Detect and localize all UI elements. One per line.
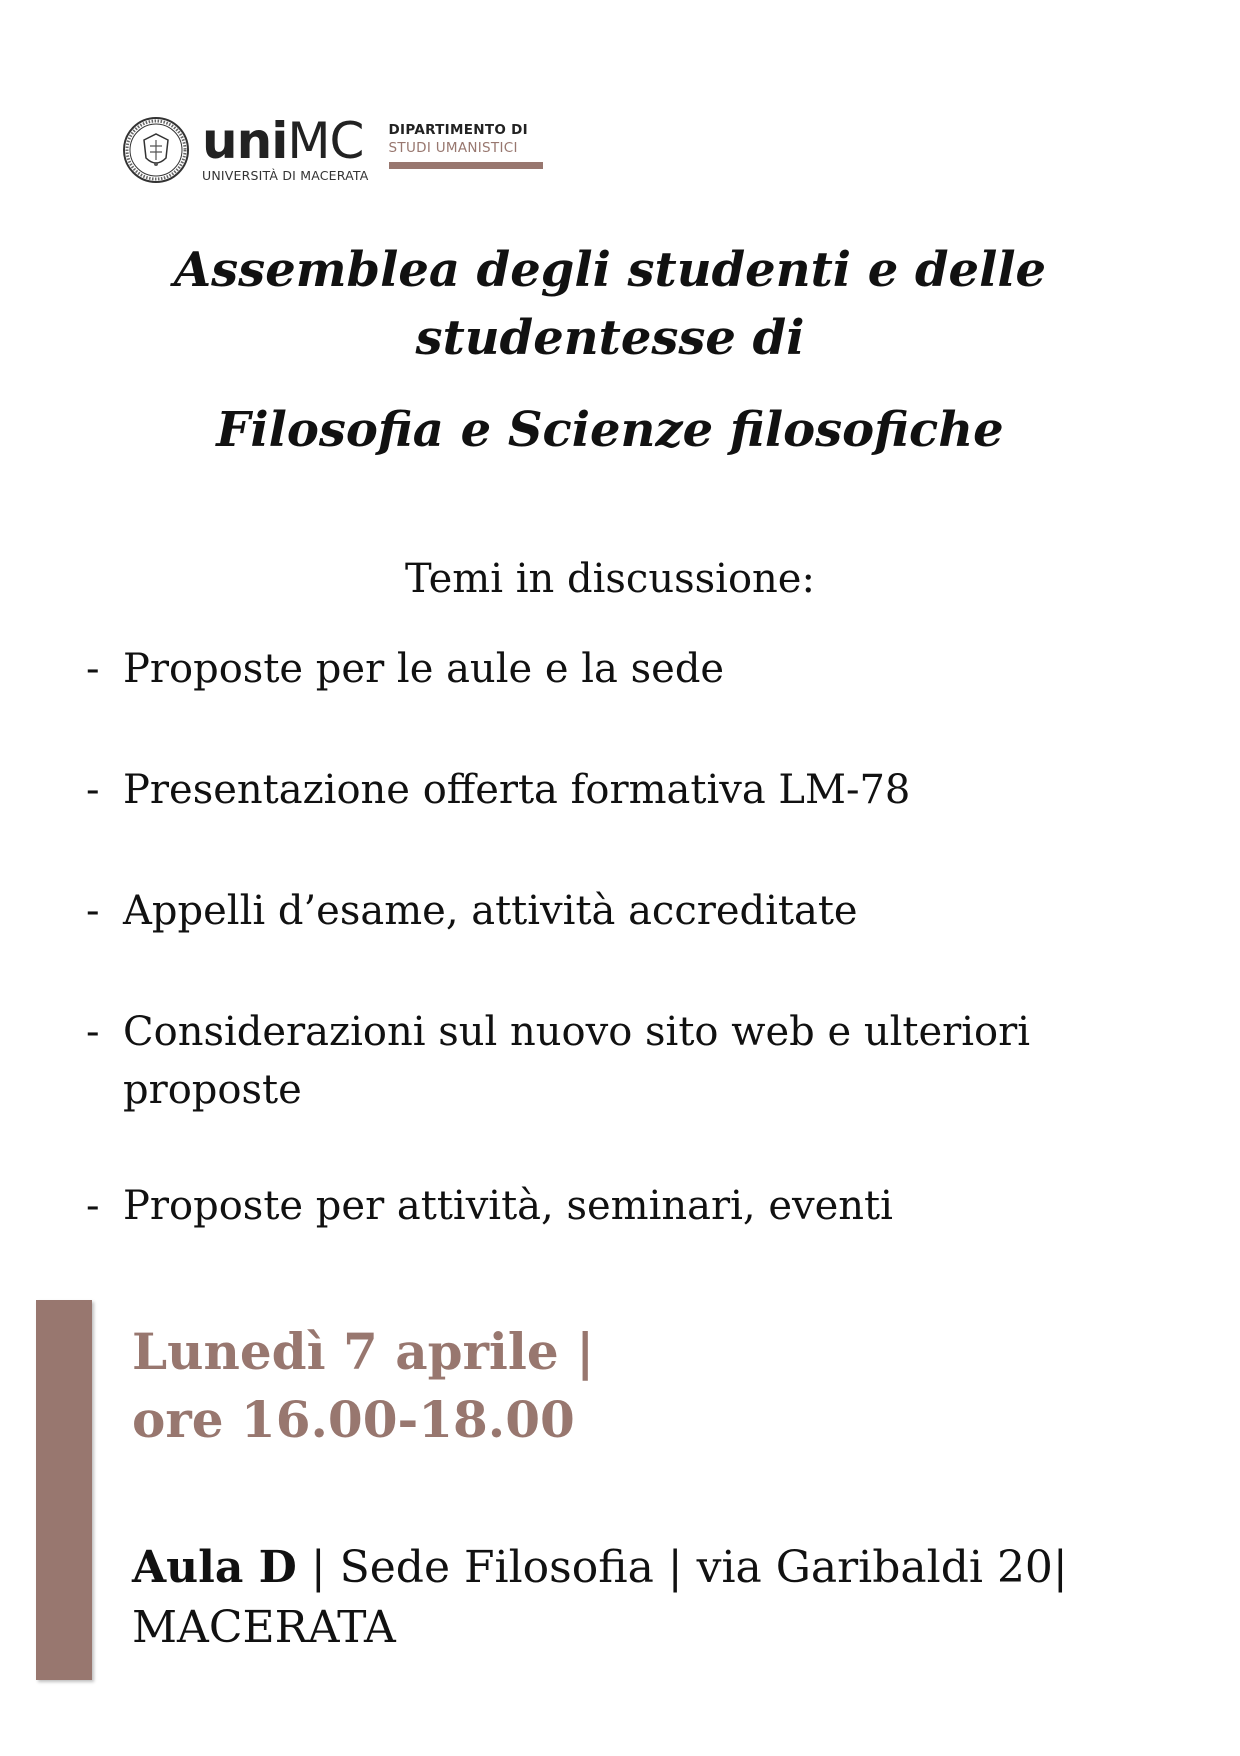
topic-text: Considerazioni sul nuovo sito web e ulteriori proposte: [123, 1009, 1031, 1113]
title-line-1: Assemblea degli studenti e delle: [173, 242, 1047, 298]
list-item: [86, 761, 1146, 819]
venue-room: Aula D: [132, 1542, 297, 1593]
department-line1: DIPARTIMENTO DI: [388, 121, 528, 138]
bullet-dash: -: [86, 888, 100, 934]
header-logo: [122, 110, 543, 190]
topic-text: Proposte per le aule e la sede: [123, 646, 725, 692]
list-item: [86, 1003, 1146, 1119]
wordmark-bold: uni: [202, 111, 288, 170]
unimc-wordmark: [202, 111, 369, 170]
brand-wordmark: [202, 111, 369, 183]
university-seal-icon: [122, 116, 190, 184]
list-item: [86, 1177, 1146, 1235]
event-venue: [132, 1538, 1172, 1658]
topic-text: Appelli d’esame, attività accreditate: [123, 888, 858, 934]
topic-text: Presentazione offerta formativa LM-78: [123, 767, 911, 813]
wordmark-light: MC: [287, 111, 364, 170]
title-line-2: studentesse di: [415, 310, 805, 366]
bullet-dash: -: [86, 1183, 100, 1229]
event-time: ore 16.00-18.00: [132, 1390, 575, 1449]
department-line2: STUDI UMANISTICI: [388, 139, 518, 156]
topic-text: Proposte per attività, seminari, eventi: [123, 1183, 893, 1229]
venue-address: | Sede Filosofia | via Garibaldi 20| MACERATA: [132, 1542, 1068, 1653]
university-name: UNIVERSITÀ DI MACERATA: [202, 167, 369, 183]
topics-list: [86, 640, 1146, 1298]
department-accent-bar: [389, 162, 543, 169]
event-accent-bar: [36, 1300, 92, 1680]
department-label: [389, 122, 543, 169]
bullet-dash: -: [86, 767, 100, 813]
topics-heading: Temi in discussione:: [405, 556, 815, 602]
bullet-dash: -: [86, 646, 100, 692]
list-item: [86, 640, 1146, 698]
bullet-dash: -: [86, 1009, 100, 1055]
title-line-3: Filosofia e Scienze filosofiche: [216, 402, 1004, 458]
list-item: [86, 882, 1146, 940]
event-date: Lunedì 7 aprile |: [132, 1322, 595, 1381]
